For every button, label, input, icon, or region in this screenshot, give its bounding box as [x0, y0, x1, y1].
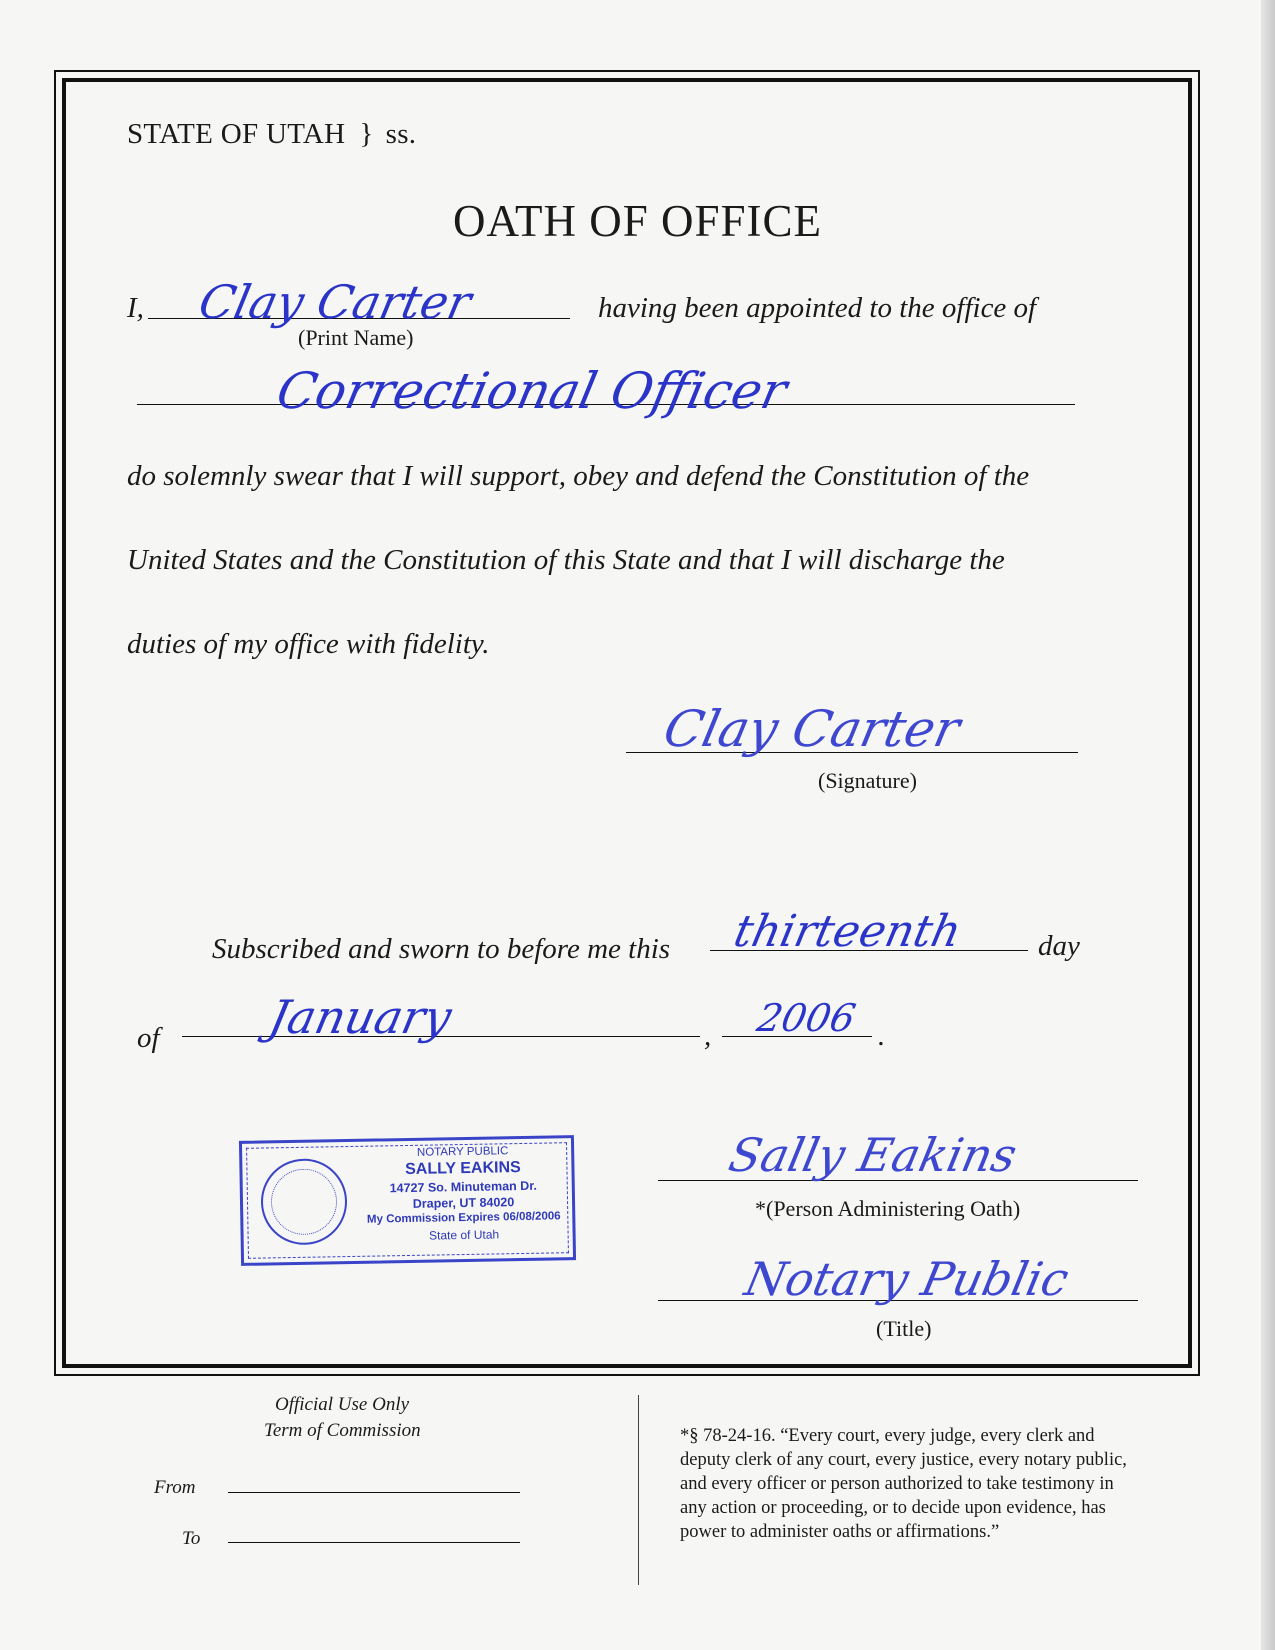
administrator-caption: *(Person Administering Oath)	[755, 1196, 1021, 1221]
document-border-inner	[62, 78, 1192, 1368]
term-of-commission-label: Term of Commission	[264, 1420, 421, 1441]
month-handwritten: January	[264, 990, 457, 1044]
administrator-signature-handwritten: Sally Eakins	[724, 1128, 1022, 1182]
oath-text-line-2: United States and the Constitution of this State and that I will discharge the	[127, 544, 1005, 576]
statute-text	[680, 1424, 1127, 1544]
stamp-line-5: My Commission Expires 06/08/2006	[366, 1210, 561, 1226]
signature-handwritten: Clay Carter	[658, 700, 965, 758]
statute-line-5: power to administer oaths or affirmations.”	[680, 1522, 1000, 1542]
from-label: From	[154, 1477, 196, 1498]
print-name-caption: (Print Name)	[298, 325, 414, 350]
notary-stamp	[239, 1135, 576, 1266]
title-handwritten: Notary Public	[740, 1252, 1074, 1306]
ss-mark: ss.	[385, 118, 417, 150]
comma-mark: ,	[704, 1020, 712, 1052]
stamp-line-1: NOTARY PUBLIC	[416, 1145, 509, 1159]
period-mark: .	[878, 1020, 886, 1052]
page-edge	[1261, 0, 1275, 1650]
of-word: of	[137, 1022, 160, 1054]
name-handwritten: Clay Carter	[194, 275, 476, 329]
signature-caption: (Signature)	[818, 768, 917, 793]
day-word: day	[1038, 930, 1080, 962]
oath-text-line-3: duties of my office with fidelity.	[127, 628, 490, 660]
stamp-line-4: Draper, UT 84020	[412, 1195, 515, 1211]
brace-mark: }	[359, 118, 374, 150]
title-caption: (Title)	[876, 1316, 932, 1341]
official-use-label: Official Use Only	[275, 1394, 410, 1415]
subscribed-text: Subscribed and sworn to before me this	[212, 933, 671, 965]
year-handwritten: 2006	[753, 996, 860, 1040]
office-handwritten: Correctional Officer	[271, 362, 792, 420]
statute-line-2: deputy clerk of any court, every justice, every notary public,	[680, 1450, 1127, 1470]
footer-divider	[638, 1395, 639, 1585]
to-line	[228, 1542, 520, 1543]
document-title: OATH OF OFFICE	[452, 196, 823, 246]
oath-prefix: I,	[127, 292, 144, 324]
statute-line-3: and every officer or person authorized to take testimony in	[680, 1474, 1114, 1494]
state-name: STATE OF UTAH	[127, 118, 346, 150]
oath-text-line-1: do solemnly swear that I will support, obey and defend the Constitution of the	[127, 460, 1030, 492]
statute-line-4: any action or proceeding, or to decide upon evidence, has	[680, 1498, 1106, 1518]
statute-line-1: *§ 78-24-16. “Every court, every judge, every clerk and	[680, 1426, 1095, 1446]
stamp-line-3: 14727 So. Minuteman Dr.	[389, 1178, 538, 1196]
from-line	[228, 1492, 520, 1493]
venue-heading	[127, 118, 416, 151]
to-label: To	[182, 1528, 201, 1549]
stamp-line-2: SALLY EAKINS	[405, 1159, 521, 1179]
stamp-line-6: State of Utah	[428, 1227, 500, 1243]
appointed-text: having been appointed to the office of	[598, 292, 1037, 324]
day-handwritten: thirteenth	[729, 906, 966, 957]
